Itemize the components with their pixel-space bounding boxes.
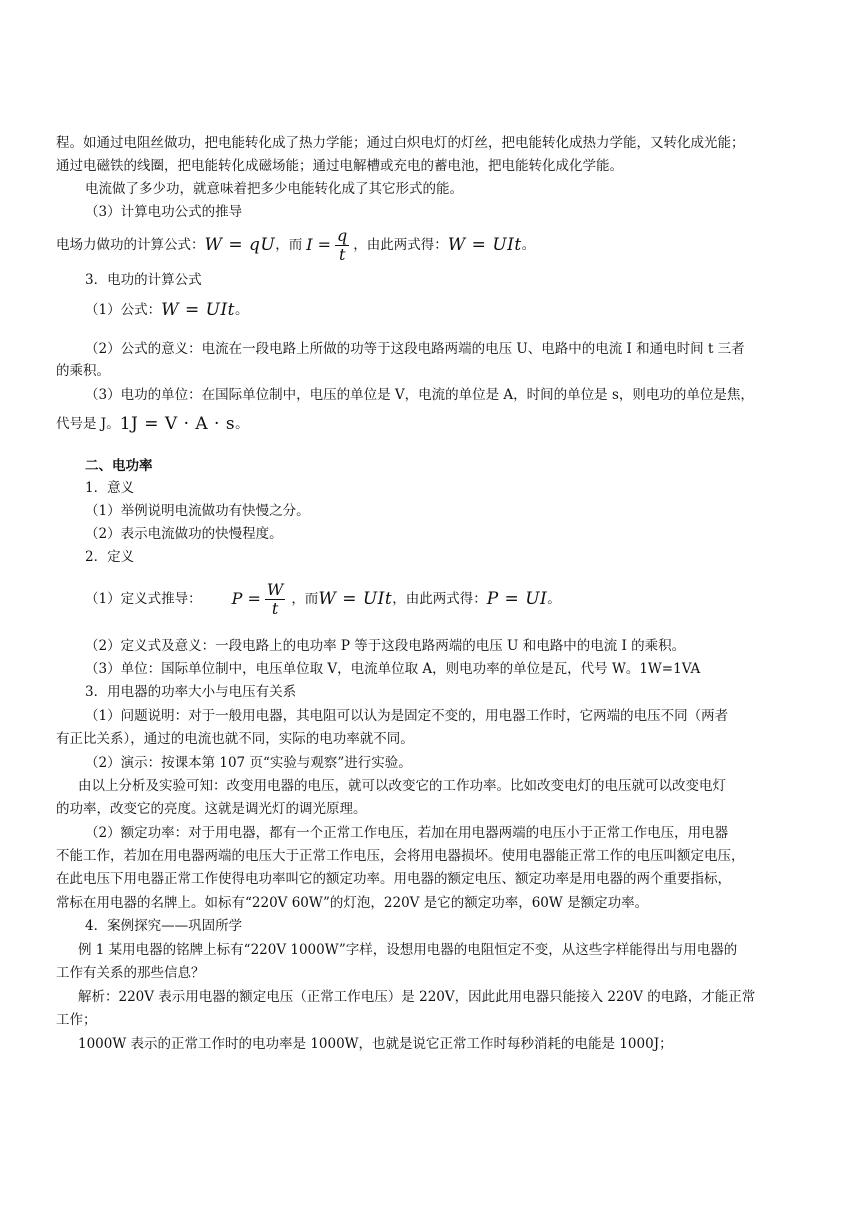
analysis-line2: 的功率，改变它的亮度。这就是调光灯的调光原理。 (56, 801, 367, 817)
unit-line1: （3）电功的单位：在国际单位制中，电压的单位是 V，电流的单位是 A，时间的单位是 s，则电功的单位是焦， (85, 387, 754, 403)
unit-line2 (56, 414, 816, 434)
def-derive-line (85, 576, 845, 622)
derivation-line (56, 222, 816, 268)
fraction-w-t (265, 581, 285, 618)
problem-line1: （1）问题说明：对于一般用电器，其电阻可以认为是固定不变的，用电器工作时，它两端的电压不同（两者 (85, 708, 729, 724)
def-prefix: （1）定义式推导： (85, 591, 202, 607)
s2-1b: （2）表示电流做功的快慢程度。 (85, 526, 283, 542)
eq-w-qu: W = qU (204, 235, 276, 255)
eq-formula: W = UIt (161, 300, 235, 320)
solution-line3: 1000W 表示的正常工作时的电功率是 1000W，也就是说它正常工作时每秒消耗的电能是 1000J； (78, 1036, 673, 1052)
fraction-q-t (335, 227, 349, 264)
s2-4: 4．案例探究——巩固所学 (85, 918, 243, 934)
analysis-line1: 由以上分析及实验可知：改变用电器的电压，就可以改变它的工作功率。比如改变电灯的电压就可以改变电灯 (78, 778, 726, 794)
eq-def-w-uit: W = UIt (318, 589, 393, 609)
demo: （2）演示：按课本第 107 页“实验与观察”进行实验。 (85, 755, 412, 771)
eq-joule: 1J = V · A · s (119, 414, 236, 434)
eq-p-fraction (232, 581, 286, 618)
fraction-denominator: t (271, 598, 279, 618)
eq-p-ui: P = UI (486, 589, 548, 609)
formula-prefix: （1）公式： (85, 302, 162, 318)
def-meaning: （2）定义式及意义：一段电路上的电功率 P 等于这段电路两端的电压 U 和电路中的电流 I 的乘积。 (85, 638, 686, 654)
solution-line2: 工作； (56, 1012, 97, 1028)
s2-1: 1．意义 (85, 480, 135, 496)
eq-i-lhs: I = (306, 235, 332, 254)
def-end: 。 (547, 591, 561, 607)
item3-title: （3）计算电功公式的推导 (85, 204, 243, 220)
example1-line2: 工作有关系的那些信息？ (56, 965, 205, 981)
rated-line2: 不能工作，若加在用电器两端的电压大于正常工作电压，会将用电器损坏。使用电器能正常工作的电压叫额定电压， (56, 848, 745, 864)
rated-line4: 常标在用电器的名牌上。如标有“220V 60W”的灯泡，220V 是它的额定功率，60W 是额定功率。 (56, 895, 649, 911)
meaning-line1: （2）公式的意义：电流在一段电路上所做的功等于这段电路两端的电压 U、电路中的电流 I 和通电时间 t 三者 (85, 341, 745, 357)
eq-p-lhs: P = (231, 589, 261, 608)
def-unit: （3）单位：国际单位制中，电压单位取 V，电流单位取 A，则电功率的单位是瓦，代号 W。1W=1VA (85, 661, 701, 677)
eq-w-uit: W = UIt (447, 235, 522, 255)
derivation-prefix: 电场力做功的计算公式： (56, 237, 205, 253)
sec3-title: 3．电功的计算公式 (85, 272, 202, 288)
s2-1a: （1）举例说明电流做功有快慢之分。 (85, 503, 310, 519)
para1-line1: 程。如通过电阻丝做功，把电能转化成了热力学能；通过白炽电灯的灯丝，把电能转化成热力学能，又转化成光能； (56, 135, 745, 151)
para2: 电流做了多少功，就意味着把多少电能转化成了其它形式的能。 (85, 181, 463, 197)
meaning-line2: 的乘积。 (56, 363, 110, 379)
fraction-denominator: t (338, 244, 346, 264)
def-suffix: ，由此两式得： (392, 591, 487, 607)
formula-line (85, 300, 845, 320)
fraction-numerator: q (337, 225, 348, 245)
unit-prefix: 代号是 J。 (56, 416, 120, 432)
derivation-end: 。 (521, 237, 536, 253)
def-mid: ，而 (291, 591, 319, 607)
eq-i-fraction (306, 227, 349, 264)
unit-end: 。 (235, 416, 249, 432)
rated-line3: 在此电压下用电器正常工作使得电功率叫它的额定功率。用电器的额定电压、额定功率是用电器的两个重要指标， (56, 871, 731, 887)
derivation-mid: ，而 (275, 237, 303, 253)
fraction-numerator: W (266, 579, 284, 599)
example1-line1: 例 1 某用电器的铭牌上标有“220V 1000W”字样，设想用电器的电阻恒定不变，从这些字样能得出与用电器的 (78, 942, 738, 958)
s2-2: 2．定义 (85, 549, 135, 565)
derivation-suffix: ，由此两式得： (353, 237, 448, 253)
s2-3: 3．用电器的功率大小与电压有关系 (85, 684, 297, 700)
section2-heading: 二、电功率 (85, 458, 153, 474)
formula-end: 。 (235, 302, 249, 318)
solution-line1: 解析：220V 表示用电器的额定电压（正常工作电压）是 220V，因此此用电器只能接入 220V 的电路，才能正常 (78, 989, 756, 1005)
rated-line1: （2）额定功率：对于用电器，都有一个正常工作电压，若加在用电器两端的电压小于正常工作电压，用电器 (85, 825, 729, 841)
problem-line2: 有正比关系），通过的电流也就不同，实际的电功率就不同。 (56, 731, 414, 747)
para1-line2: 通过电磁铁的线圈，把电能转化成磁场能；通过电解槽或充电的蓄电池，把电能转化成化学能。 (56, 158, 623, 174)
